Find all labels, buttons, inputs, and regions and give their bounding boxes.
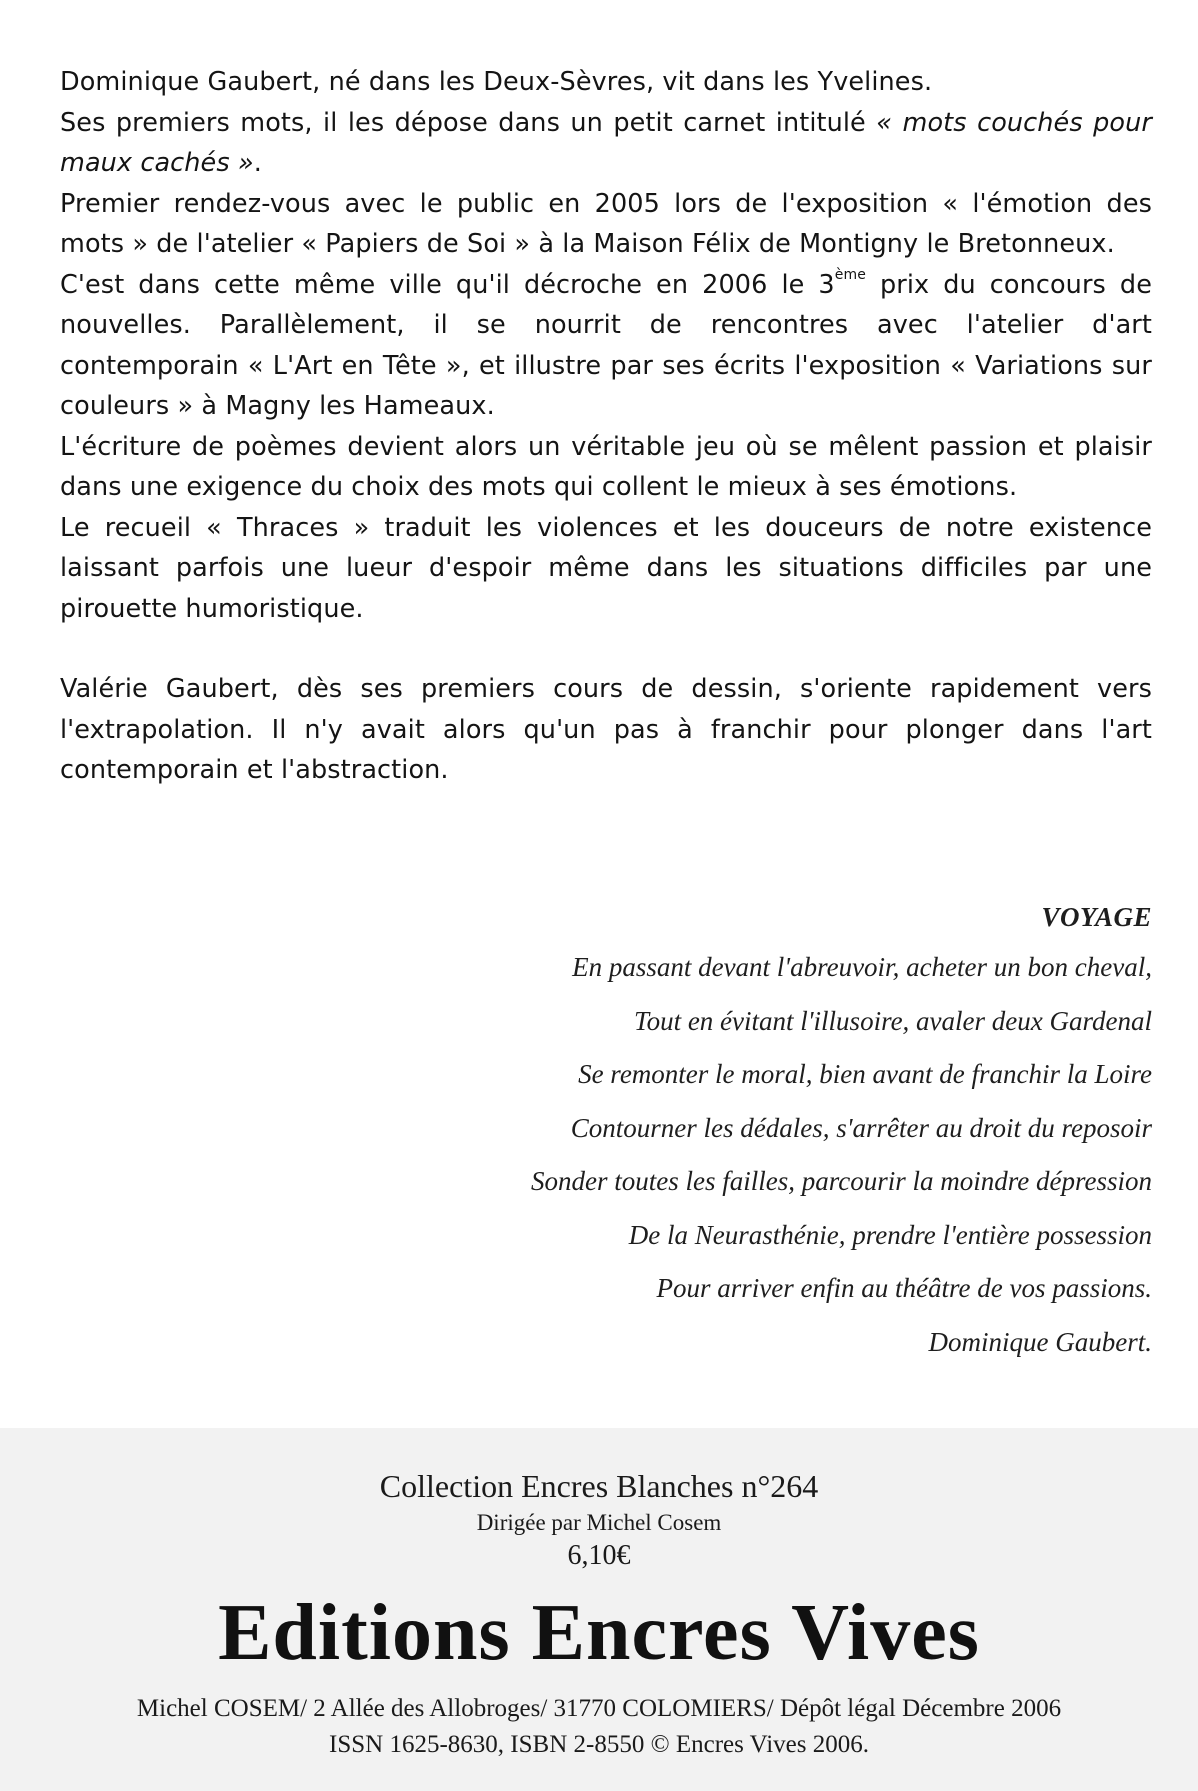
bio-first-words-end: . (253, 148, 262, 178)
bio-paragraph-exhibition: Premier rendez-vous avec le public en 2005 lors de l'exposition « l'émotion des mots » de l'atelier « Papiers de Soi » à la Maison Félix de Montigny le Bretonneux. (60, 188, 1152, 259)
collection-name: Collection Encres Blanches n°264 (379, 1468, 819, 1504)
bio-paragraph-collection: Le recueil « Thraces » traduit les violences et les douceurs de notre existence laissant parfois une lueur d'espoir même dans les situations difficiles par une pirouette humoristique. (60, 512, 1152, 624)
isbn-line: ISSN 1625-8630, ISBN 2-8550 © Encres Vives 2006. (329, 1731, 869, 1758)
poem-line: De la Neurasthénie, prendre l'entière possession (628, 1219, 1152, 1250)
bio-paragraph-poems: L'écriture de poèmes devient alors un véritable jeu où se mêlent passion et plaisir dans une exigence du choix des mots qui collent le mieux à ses émotions. (60, 431, 1152, 502)
bio-paragraph-valerie: Valérie Gaubert, dès ses premiers cours de dessin, s'oriente rapidement vers l'extrapolation. Il n'y avait alors qu'un pas à franchir pour plonger dans l'art contemporain et l'abstraction. (60, 674, 1152, 785)
publisher-footer (0, 1428, 1198, 1791)
author-biography (60, 62, 1152, 791)
notebook-title: « mots couchés pour maux cachés » (60, 107, 1152, 178)
poem-line: Tout en évitant l'illusoire, avaler deux Gardenal (634, 1005, 1152, 1036)
poem-line: En passant devant l'abreuvoir, acheter un bon cheval, (572, 952, 1152, 982)
publisher-name: Editions Encres Vives (218, 1589, 980, 1677)
collection-director: Dirigée par Michel Cosem (476, 1510, 722, 1535)
bio-paragraph-prize (60, 265, 1152, 427)
poem-title: VOYAGE (1041, 902, 1152, 932)
poem-line: Se remonter le moral, bien avant de franchir la Loire (578, 1059, 1152, 1089)
bio-prize-text-end: prix du concours de nouvelles. Parallèlement, il se nourrit de rencontres avec l'atelier d'art contemporain « L'Art en Tête », et illustre par ses écrits l'exposition « Variations sur couleurs » à Magny les Hameaux. (60, 269, 1153, 421)
ordinal-superscript: ème (834, 266, 866, 283)
publisher-address: Michel COSEM/ 2 Allée des Allobroges/ 31770 COLOMIERS/ Dépôt légal Décembre 2006 (136, 1695, 1062, 1722)
poem-line: Contourner les dédales, s'arrêter au droit du reposoir (570, 1112, 1152, 1143)
poem-line: Pour arriver enfin au théâtre de vos passions. (656, 1273, 1152, 1303)
bio-first-words-text: Ses premiers mots, il les dépose dans un petit carnet intitulé (60, 107, 877, 138)
bio-prize-text-start: C'est dans cette même ville qu'il décroche en 2006 le 3 (60, 269, 835, 300)
poem-line: Sonder toutes les failles, parcourir la moindre dépression (531, 1166, 1152, 1196)
poem-author: Dominique Gaubert. (928, 1326, 1152, 1357)
price: 6,10€ (567, 1540, 631, 1571)
poem (392, 900, 1152, 1378)
bio-paragraph-first-words (60, 103, 1152, 184)
bio-paragraph-origin: Dominique Gaubert, né dans les Deux-Sèvres, vit dans les Yvelines. (60, 67, 933, 97)
